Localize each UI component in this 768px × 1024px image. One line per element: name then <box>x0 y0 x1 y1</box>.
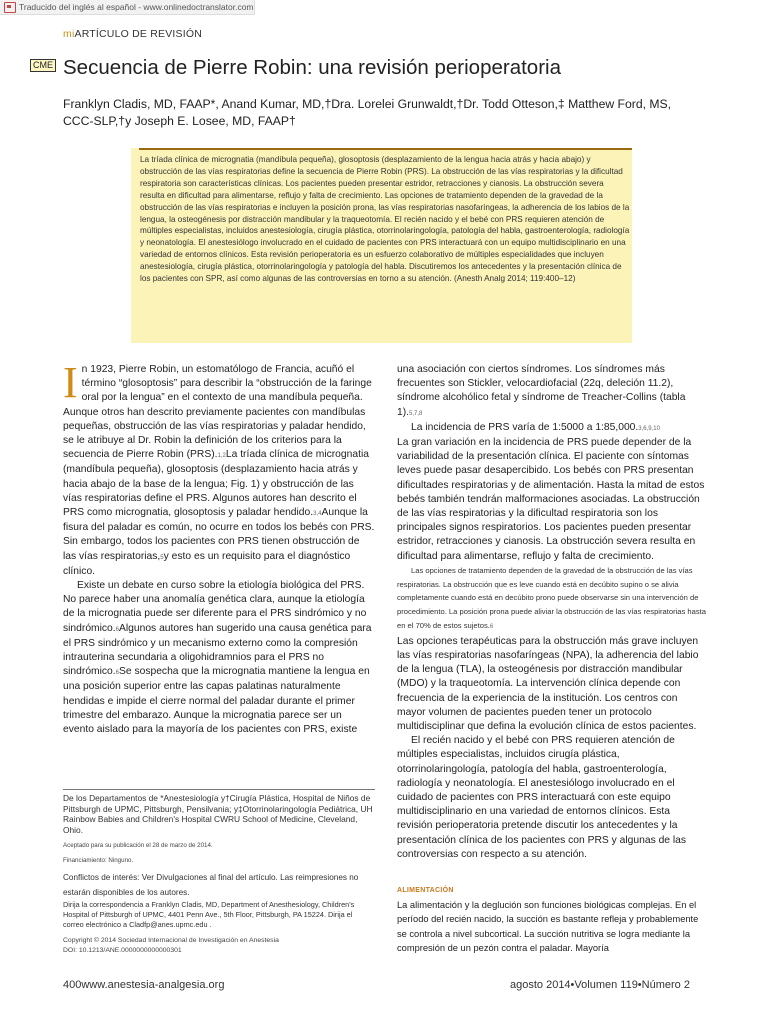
section-name: ARTÍCULO DE REVISIÓN <box>74 28 202 40</box>
translation-banner[interactable] <box>0 0 255 15</box>
syndromes-paragraph <box>397 363 708 421</box>
intro-paragraph <box>63 358 375 579</box>
incidence-text-2: La gran variación en la incidencia de PRS puede depender de la variabilidad de la presentación clínica. El paciente con síntomas leves puede pasar desapercibido. Los bebés con PRS presentan dificultades respiratorias y de alimentación. Hasta la mitad de estos bebés también tendrán malformaciones asociadas. La obstrucción de las vías respiratorias y la dificultad respiratoria son los principales signos respiratorios. Los pacientes pueden presentar estridor, retracciones y cianosis. La obstrucción severa resulta en dificultad para alimentarse, reflujo y falta de crecimiento. <box>397 437 705 562</box>
abstract-box <box>131 148 632 343</box>
departments-note: De los Departamentos de *Anestesiología y†Cirugía Plástica, Hospital de Niños de Pittsburgh de UPMC, Pittsburgh, Pensilvania; y‡Otorrinolaringología Pediátrica, UH Rainbow Babies and Children's Hospital CWRU School of Medicine, Cleveland, Ohio. <box>63 793 373 835</box>
abstract-text: La tríada clínica de micrognatia (mandíbula pequeña), glosoptosis (desplazamiento de la lengua hacia atrás y hacia abajo) y obstrucción de las vías respiratorias define la secuencia de Pierre Robin (PRS). La obstrucción de las vías respiratorias y la dificultad respiratoria son características clínicas. Los pacientes pueden presentar estridor, retracciones y cianosis. La obstrucción severa resulta en dificultad para alimentarse, reflujo y falta de crecimiento. Las opciones de tratamiento dependen de la gravedad de la obstrucción de las vías respiratorias e incluyen la posición prona, las vías respiratorias nasofaríngeas, la adherencia de los labios de la lengua, la osteogénesis por distracción mandibular y la traqueotomía. El recién nacido y el bebé con PRS requieren atención de múltiples especialistas, incluidos anestesiología, cirugía plástica, otorrinolaringología, patología del habla, gastroenterología, radiología y neonatología. El anestesiólogo involucrado en el cuidado de pacientes con PRS interactuará con un equipo multidisciplinario en una variedad de entornos clínicos. Esta revisión perioperatoria es un esfuerzo colaborativo de múltiples especialidades que incluyen anestesiología, cirugía plástica, otorrinolaringología y patología del habla. Discutiremos los antecedentes y la presentación clínica de los pacientes con SPR, así como algunas de las controversias en torno a su atención. (Anesth Analg 2014; 119:400–12) <box>140 155 630 284</box>
abstract-rule <box>139 148 632 150</box>
section-heading-feeding: ALIMENTACIÓN <box>397 887 454 895</box>
copyright-note: Copyright © 2014 Sociedad Internacional de Investigación en Anestesia <box>63 937 279 945</box>
treatment-text: Las opciones de tratamiento dependen de la gravedad de la obstrucción de las vías respiratorias. La obstrucción que es leve cuando está en decúbito supino o se alivia completamente cuando está en decúbito prono puede observarse sin una intervención de procedimiento. La posición prona puede aliviar la obstrucción de las vías respiratorias hasta en el 70% de estos sujetos. <box>397 565 706 631</box>
intro-text: n 1923, Pierre Robin, un estomatólogo de Francia, acuñó el término “glosoptosis” para describir la “obstrucción de la faringe oral por la lengua” en el contexto de una mandíbula pequeña. Aunque otros han descrito previamente pacientes con mandíbulas pequeñas, obstrucción de las vías respiratorias y paladar hendido, se le atribuye al Dr. Robin la definición de los criterios para la secuencia de Pierre Robin (PRS). <box>63 364 372 461</box>
ref-mark: 5 <box>160 554 164 561</box>
footer-issue-info: agosto 2014•Volumen 119•Número 2 <box>510 979 690 991</box>
article-title: Secuencia de Pierre Robin: una revisión perioperatoria <box>63 56 561 79</box>
footer-journal-url[interactable]: 400www.anestesia-analgesia.org <box>63 979 225 991</box>
ref-mark: 6 <box>115 670 119 677</box>
incidence-text: La incidencia de PRS varía de 1:5000 a 1:85,000. <box>411 421 639 433</box>
intro-text-2: La tríada clínica de micrognatia (mandíbula pequeña), glosoptosis (desplazamiento hacia atrás y hacia abajo de la base de la lengua; Fig. 1) y obstrucción de las vías respiratorias define el PRS. Algunos autores han descrito el PRS como micrognatia, glosoptosis y paladar hendido. <box>63 449 369 519</box>
cme-badge: CME <box>30 59 56 72</box>
etiology-text-2: Algunos autores han sugerido una causa genética para el PRS sindrómico y un mecanismo externo como la compresión intrauterina secundaria a oligohidramnios para el PRS no sindrómico. <box>63 622 372 678</box>
ref-mark: 3,4 <box>313 511 322 518</box>
conflicts-note: Conflictos de interés: Ver Divulgaciones al final del artículo. Las reimpresiones no estarán disponibles de los autores. <box>63 873 359 897</box>
translation-banner-text[interactable]: Traducido del inglés al español - www.onlinedoctranslator.com <box>19 2 254 12</box>
correspondence-note: Dirija la correspondencia a Franklyn Cladis, MD, Department of Anesthesiology, Children's Hospital of Pittsburgh of UPMC, 4401 Penn Ave., 5th Floor, Pittsburgh, PA 15224. Dirija el correo electrónico a Cladfp@anes.upmc.edu . <box>63 900 355 930</box>
treatment-paragraph <box>397 564 708 635</box>
etiology-paragraph <box>63 579 375 737</box>
etiology-text-3: Se sospecha que la micrognatia mantiene la lengua en una posición superior entre las capas palatinas naturalmente hendidas e impide el cierre normal del paladar durante el primer trimestre del embarazo. Aunque la micrognatia parece ser un evento aislado para la mayoría de los pacientes con PRS, existe <box>63 666 370 736</box>
drop-cap: I <box>63 358 78 407</box>
left-column <box>63 358 375 737</box>
doi-note: DOI: 10.1213/ANE.0000000000000301 <box>63 946 182 954</box>
incidence-paragraph <box>397 421 708 564</box>
feeding-paragraph: La alimentación y la deglución son funciones biológicas complejas. En el período del recién nacido, la succión es bastante refleja y probablemente se controla a nivel subcortical. La succión nutritiva se logra mediante la compresión de un pezón contra el paladar. Mayoría <box>397 900 699 953</box>
document-icon <box>4 2 16 13</box>
intro-text-4: y esto es un requisito para el diagnóstico clínico. <box>63 550 351 577</box>
section-label <box>63 28 202 40</box>
ref-mark: 3,6,9,10 <box>638 425 660 432</box>
section-prefix: mi <box>63 28 75 40</box>
ref-mark: 6 <box>115 626 119 633</box>
ref-mark: 6 <box>489 624 494 631</box>
therapy-paragraph: Las opciones terapéuticas para la obstrucción más grave incluyen las vías respiratorias nasofaríngeas (NPA), la adherencia del labio de la lengua (TLA), la osteogénesis por distracción mandibular (MDO) y la traqueotomía. La intervención clínica depende con frecuencia de la experiencia de la institución. Los centros con mayor volumen de pacientes pueden tener un protocolo multidisciplinar que defina la evolución clínica de estos pacientes. <box>397 635 699 733</box>
syndromes-text: una asociación con ciertos síndromes. Los síndromes más frecuentes son Stickler, velocardiofacial (22q, deleción 11.2), síndrome alcohólico fetal y síndrome de Treacher-Collins (tabla 1). <box>397 364 686 418</box>
author-list: Franklyn Cladis, MD, FAAP*, Anand Kumar, MD,†Dra. Lorelei Grunwaldt,†Dr. Todd Otteson,‡ Matthew Ford, MS, CCC-SLP,†y Joseph E. Losee, MD, FAAP† <box>63 97 672 128</box>
multidisciplinary-paragraph: El recién nacido y el bebé con PRS requieren atención de múltiples especialistas, incluidos cirugía plástica, otorrinolaringología, patología del habla, gastroenterología, radiología y neonatología. El anestesiólogo involucrado en el cuidado de pacientes con PRS interactuará con este equipo multidisciplinario en una variedad de entornos clínicos. Esta revisión perioperatoria pretende discutir los antecedentes y la presentación clínica de los pacientes con PRS y algunas de las controversias con respecto a su atención. <box>397 735 687 860</box>
intro-text-3: Aunque la fisura del paladar es común, no ocurre en todos los bebés con PRS. Sin embargo, todos los pacientes con PRS tienen obstrucción de las vías respiratorias, <box>63 507 375 562</box>
affiliation-footnote <box>63 789 375 955</box>
etiology-text: Existe un debate en curso sobre la etiología biológica del PRS. No parece haber una anomalía genética clara, aunque la etiología de la micrognatia puede ser diferente para el PRS sindrómico y no sindrómico. <box>63 580 367 634</box>
ref-mark: 1,2 <box>217 453 226 460</box>
accepted-note: Aceptado para su publicación el 28 de marzo de 2014. <box>63 842 213 850</box>
ref-mark: 5,7,8 <box>409 410 423 417</box>
right-column <box>397 363 708 955</box>
funding-note: Financiamiento: Ninguno. <box>63 857 134 865</box>
